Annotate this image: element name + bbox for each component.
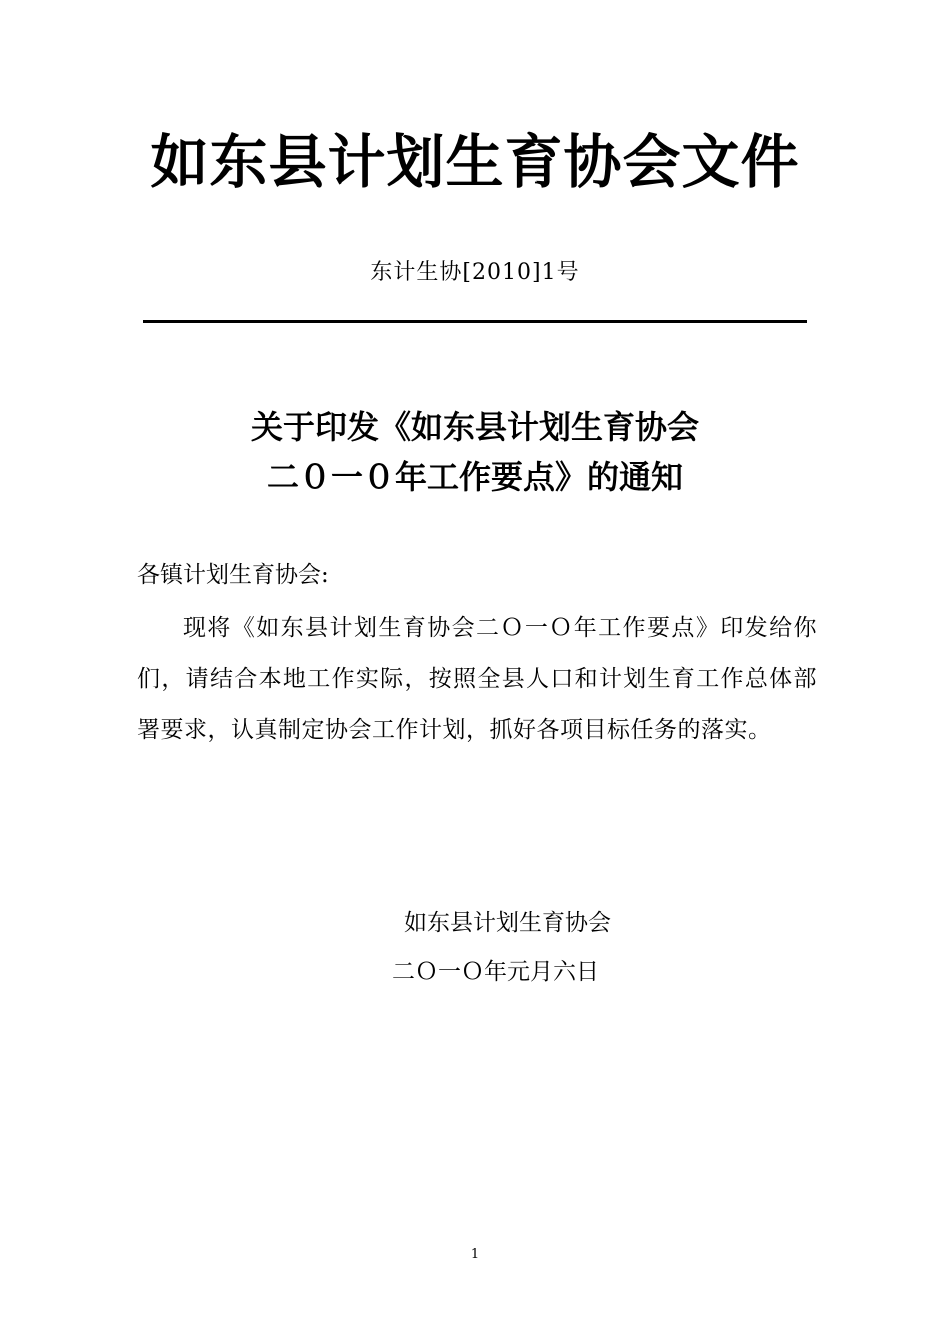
document-header: 如东县计划生育协会文件 [150, 128, 800, 196]
notice-title-line-1: 关于印发《如东县计划生育协会 [250, 408, 699, 446]
issue-date: 二Ｏ一Ｏ年元月六日 [392, 959, 599, 985]
document-number: 东计生协[2010]1号 [370, 260, 580, 285]
salutation: 各镇计划生育协会: [137, 562, 329, 588]
page-number: 1 [470, 1247, 480, 1262]
header-divider-rule [143, 320, 807, 323]
issuer-signature: 如东县计划生育协会 [404, 910, 611, 936]
notice-title [0, 402, 950, 502]
body-paragraph: 现将《如东县计划生育协会二Ｏ一Ｏ年工作要点》印发给你们，请结合本地工作实际，按照全县人口和计划生育工作总体部署要求，认真制定协会工作计划，抓好各项目标任务的落实。 [137, 615, 817, 743]
notice-title-line-2: 二０一０年工作要点》的通知 [266, 458, 683, 496]
